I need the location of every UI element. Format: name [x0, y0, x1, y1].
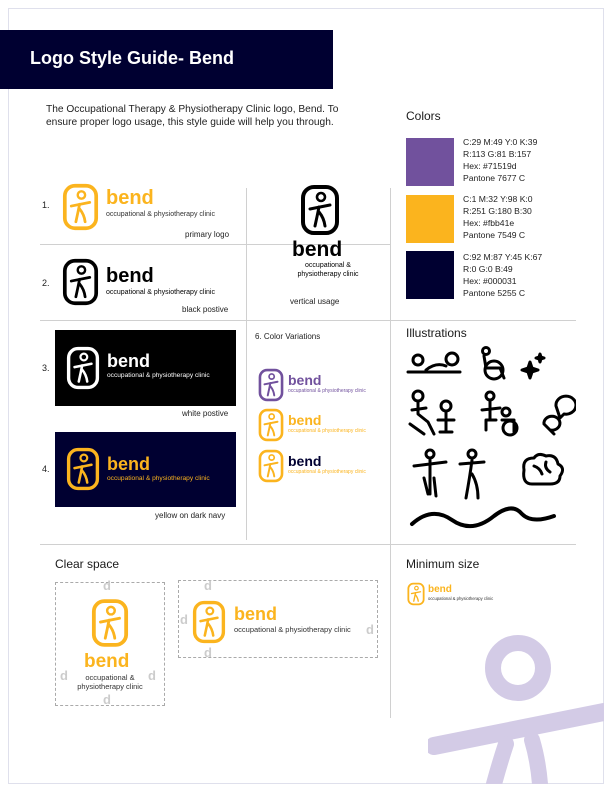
- chat-bubbles-icon: [544, 396, 576, 434]
- color-swatch-yellow: [406, 195, 454, 243]
- bend-logo-icon: [192, 600, 226, 644]
- logo-wordmark: bend: [288, 372, 322, 388]
- logo-tagline: occupational & physiotherapy clinic: [288, 428, 366, 434]
- color-swatch-purple: [406, 138, 454, 186]
- logo-number: 3.: [42, 363, 50, 373]
- logo-tagline: occupational & physiotherapy clinic: [107, 372, 210, 379]
- logo-wordmark: bend: [288, 453, 322, 469]
- color-cmyk: C:29 M:49 Y:0 K:39: [463, 137, 538, 147]
- logo-tagline: occupational & physiotherapy clinic: [106, 211, 215, 218]
- logo-tagline-line: occupational &: [305, 262, 351, 269]
- color-hex: Hex: #000031: [463, 276, 517, 286]
- logo-wordmark: bend: [106, 265, 154, 287]
- therapy-session-icon: [410, 391, 454, 434]
- color-hex: Hex: #fbb41e: [463, 218, 515, 228]
- clear-space-glyph: d: [60, 668, 68, 683]
- bend-logo-icon: [66, 346, 100, 390]
- bend-logo-icon: [258, 449, 284, 483]
- logo-number: 1.: [42, 200, 50, 210]
- logo-caption: primary logo: [185, 230, 230, 239]
- logo-wordmark: bend: [292, 238, 343, 261]
- illustrations-icons: [404, 344, 576, 534]
- color-info: [463, 136, 537, 184]
- divider: [390, 188, 391, 718]
- page-title: Logo Style Guide- Bend: [30, 48, 235, 68]
- color-hex: Hex: #71519d: [463, 161, 517, 171]
- decorative-figure-icon: [428, 632, 604, 784]
- bend-logo-icon: [300, 184, 340, 236]
- bend-logo-icon: [258, 368, 284, 402]
- logo-tagline: occupational & physiotherapy clinic: [428, 596, 494, 601]
- standing-figure-icon: [460, 450, 484, 498]
- logo-number: 4.: [42, 464, 50, 474]
- clear-space-glyph: d: [103, 692, 111, 707]
- clear-space-glyph: d: [103, 578, 111, 593]
- logo-tagline: occupational & physiotherapy clinic: [234, 625, 351, 634]
- clear-space-glyph: d: [204, 578, 212, 593]
- sparkle-icon: [522, 354, 544, 378]
- bend-logo-icon: [258, 408, 284, 442]
- bend-logo-icon: [62, 258, 99, 306]
- logo-wordmark: bend: [106, 187, 154, 209]
- wheelchair-icon: [483, 348, 505, 380]
- bend-logo-icon: [407, 582, 425, 606]
- color-cmyk: C:1 M:32 Y:98 K:0: [463, 194, 533, 204]
- logo-caption: white postive: [182, 409, 229, 418]
- divider: [246, 188, 247, 540]
- divider: [40, 544, 576, 545]
- color-swatch-navy: [406, 251, 454, 299]
- massage-therapy-icon: [408, 353, 460, 372]
- color-info: [463, 251, 542, 299]
- logo-wordmark: bend: [428, 584, 452, 595]
- variations-title: 6. Color Variations: [255, 332, 321, 341]
- color-rgb: R:113 G:81 B:157: [463, 149, 532, 159]
- color-rgb: R:251 G:180 B:30: [463, 206, 532, 216]
- clear-space-title: Clear space: [55, 557, 120, 571]
- bend-logo-icon: [66, 447, 100, 491]
- color-info: [463, 193, 533, 241]
- logo-tagline-line: physiotherapy clinic: [297, 271, 359, 278]
- wave-line-icon: [412, 508, 554, 526]
- color-rgb: R:0 G:0 B:49: [463, 264, 513, 274]
- logo-tagline: occupational & physiotherapy clinic: [288, 388, 366, 394]
- logo-wordmark: bend: [288, 412, 322, 428]
- logo-caption: vertical usage: [290, 297, 340, 306]
- logo-caption: yellow on dark navy: [155, 511, 226, 520]
- clear-space-glyph: d: [204, 645, 212, 660]
- logo-wordmark: bend: [107, 351, 150, 371]
- logo-wordmark: bend: [107, 454, 150, 474]
- minimum-size-title: Minimum size: [406, 557, 480, 571]
- wheelchair-assist-icon: [482, 392, 517, 435]
- divider: [40, 320, 576, 321]
- intro-text: The Occupational Therapy & Physiotherapy Clinic logo, Bend. To ensure proper logo usage, this style guide will help you through.: [46, 104, 339, 128]
- color-pantone: Pantone 7677 C: [463, 173, 526, 183]
- logo-tagline: occupational & physiotherapy clinic: [106, 289, 215, 296]
- clear-space-glyph: d: [366, 622, 374, 637]
- logo-wordmark: bend: [84, 651, 130, 672]
- logo-tagline: occupational & physiotherapy clinic: [107, 475, 210, 482]
- bend-logo-icon: [62, 183, 99, 231]
- logo-tagline-line: physiotherapy clinic: [77, 682, 143, 691]
- brain-icon: [524, 454, 563, 484]
- bend-logo-icon: [91, 598, 129, 648]
- color-cmyk: C:92 M:87 Y:45 K:67: [463, 252, 543, 262]
- color-pantone: Pantone 5255 C: [463, 288, 526, 298]
- logo-caption: black postive: [182, 305, 229, 314]
- illustrations-title: Illustrations: [406, 326, 467, 340]
- stretching-figure-icon: [414, 450, 446, 496]
- logo-wordmark: bend: [234, 604, 277, 624]
- logo-tagline: occupational & physiotherapy clinic: [288, 469, 366, 475]
- clear-space-glyph: d: [148, 668, 156, 683]
- logo-number: 2.: [42, 278, 50, 288]
- color-pantone: Pantone 7549 C: [463, 230, 526, 240]
- colors-title: Colors: [406, 109, 441, 123]
- clear-space-glyph: d: [180, 612, 188, 627]
- logo-tagline-line: occupational &: [85, 673, 135, 682]
